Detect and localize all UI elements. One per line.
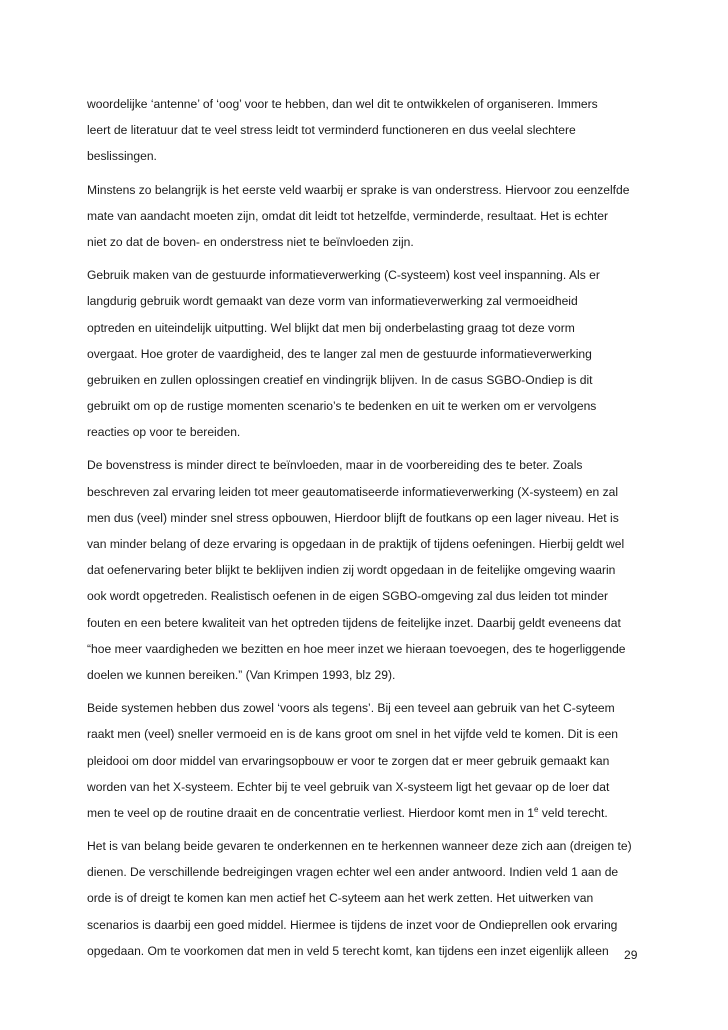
text-line: beslissingen. bbox=[87, 149, 157, 164]
text-line: optreden en uiteindelijk uitputting. Wel blijkt dat men bij onderbelasting graag tot deze vorm bbox=[87, 320, 575, 335]
text-line: niet zo dat de boven- en onderstress niet te beïnvloeden zijn. bbox=[87, 234, 414, 249]
text-line: pleidooi om door middel van ervaringsopbouw er voor te zorgen dat er meer gebruik gemaakt kan bbox=[87, 753, 610, 768]
text-line-with-superscript bbox=[87, 800, 657, 826]
paragraph bbox=[87, 91, 657, 170]
text-segment: men te veel op de routine draait en de concentratie verliest. Hierdoor komt men in 1 bbox=[87, 805, 535, 820]
text-line: overgaat. Hoe groter de vaardigheid, des te langer zal men de gestuurde informatieverwerking bbox=[87, 346, 592, 361]
text-line: Gebruik maken van de gestuurde informatieverwerking (C-systeem) kost veel inspanning. Als er bbox=[87, 268, 600, 283]
text-line: Het is van belang beide gevaren te onderkennen en te herkennen wanneer deze zich aan (dreigen te) bbox=[87, 839, 632, 854]
ordinal-superscript: e bbox=[534, 804, 539, 814]
text-line: “hoe meer vaardigheden we bezitten en hoe meer inzet we hieraan toevoegen, des te hogerliggende bbox=[87, 641, 626, 656]
text-line: dat oefenervaring beter blijkt te beklijven indien zij wordt opgedaan in de feitelijke omgeving waarin bbox=[87, 563, 616, 578]
text-line: leert de literatuur dat te veel stress leidt tot verminderd functioneren en dus veelal slechtere bbox=[87, 123, 576, 138]
text-line: Beide systemen hebben dus zowel ‘voors als tegens’. Bij een teveel aan gebruik van het C-syteem bbox=[87, 701, 615, 716]
paragraph bbox=[87, 695, 657, 826]
text-line: dienen. De verschillende bedreigingen vragen echter wel een ander antwoord. Indien veld 1 aan de bbox=[87, 865, 619, 880]
paragraph bbox=[87, 177, 657, 256]
text-segment: veld terecht. bbox=[538, 805, 608, 820]
text-line: langdurig gebruik wordt gemaakt van deze vorm van informatieverwerking zal vermoeidheid bbox=[87, 294, 578, 309]
text-line: orde is of dreigt te komen kan men actief het C-syteem aan het werk zetten. Het uitwerken van bbox=[87, 891, 594, 906]
text-line: gebruiken en zullen oplossingen creatief en vindingrijk blijven. In de casus SGBO-Ondiep is dit bbox=[87, 372, 593, 387]
body-text bbox=[87, 91, 657, 964]
text-line: woordelijke ‘antenne’ of ‘oog’ voor te hebben, dan wel dit te ontwikkelen of organiseren. Immers bbox=[87, 97, 598, 111]
paragraph bbox=[87, 833, 657, 964]
text-line: fouten en een betere kwaliteit van het optreden tijdens de feitelijke inzet. Daarbij geldt eveneens dat bbox=[87, 615, 621, 630]
text-line: beschreven zal ervaring leiden tot meer geautomatiseerde informatieverwerking (X-systeem) en zal bbox=[87, 484, 619, 499]
text-line: doelen we kunnen bereiken.” (Van Krimpen 1993, blz 29). bbox=[87, 667, 396, 682]
text-line: raakt men (veel) sneller vermoeid en is de kans groot om snel in het vijfde veld te komen. Dit is een bbox=[87, 727, 619, 742]
text-line: van minder belang of deze ervaring is opgedaan in de praktijk of tijdens oefeningen. Hierbij geldt wel bbox=[87, 537, 625, 551]
page-number: 29 bbox=[624, 948, 638, 962]
text-line: Minstens zo belangrijk is het eerste veld waarbij er sprake is van onderstress. Hiervoor zou eenzelfde bbox=[87, 182, 630, 197]
text-line: opgedaan. Om te voorkomen dat men in veld 5 terecht komt, kan tijdens een inzet eigenlijk alleen bbox=[87, 943, 609, 958]
text-line: gebruikt om op de rustige momenten scenario’s te bedenken en uit te werken om er vervolgens bbox=[87, 399, 597, 414]
text-line: scenarios is daarbij een goed middel. Hiermee is tijdens de inzet voor de Ondieprellen ook ervaring bbox=[87, 917, 618, 932]
paragraph bbox=[87, 262, 657, 445]
text-line: worden van het X-systeem. Echter bij te veel gebruik van X-systeem ligt het gevaar op de loer dat bbox=[87, 779, 610, 794]
paragraph bbox=[87, 452, 657, 688]
text-line: mate van aandacht moeten zijn, omdat dit leidt tot hetzelfde, verminderde, resultaat. Het is echter bbox=[87, 208, 608, 223]
text-line: men dus (veel) minder snel stress opbouwen, Hierdoor blijft de foutkans op een lager niveau. Het is bbox=[87, 510, 619, 525]
text-line: ook wordt opgetreden. Realistisch oefenen in de eigen SGBO-omgeving zal dus leiden tot minder bbox=[87, 589, 609, 604]
text-line: reacties op voor te bereiden. bbox=[87, 425, 241, 440]
text-line: De bovenstress is minder direct te beïnvloeden, maar in de voorbereiding des te beter. Zoals bbox=[87, 458, 583, 473]
